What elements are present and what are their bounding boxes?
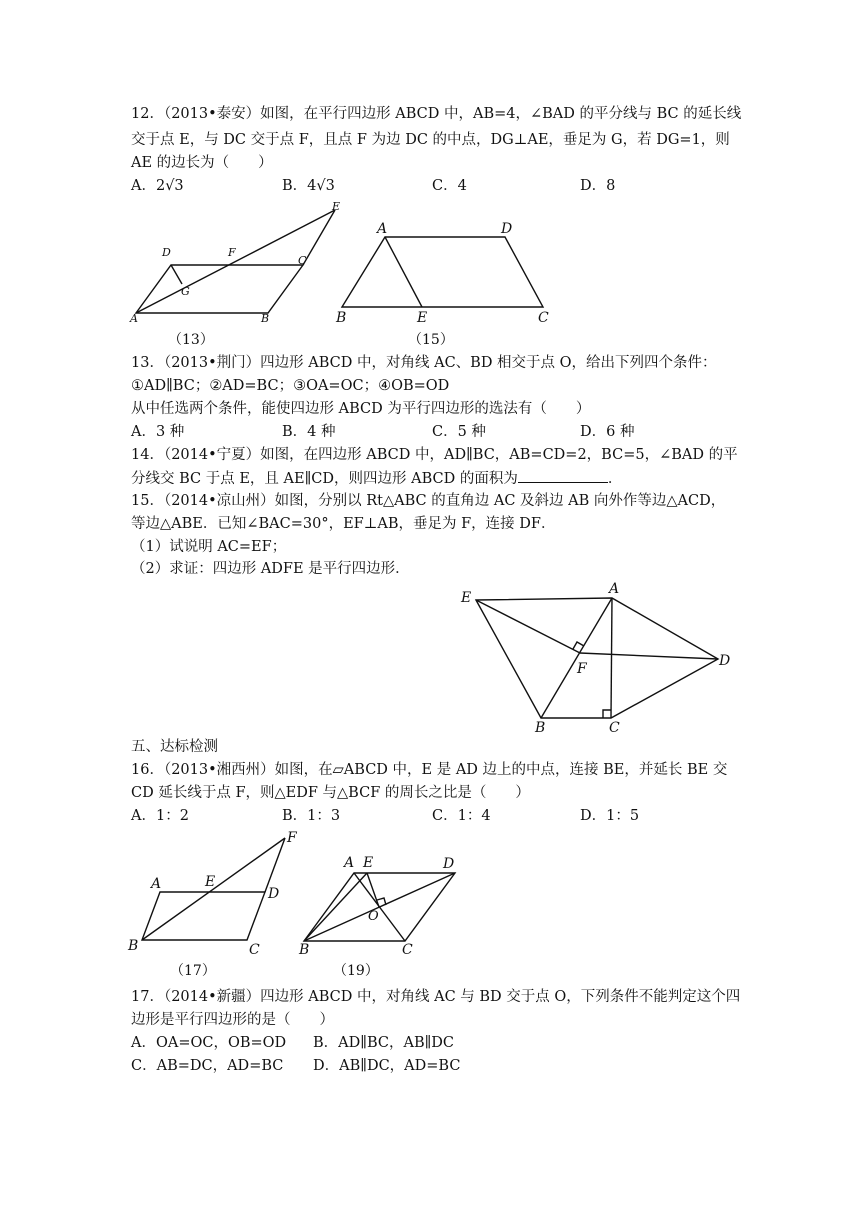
fig-q15-label-c: C (609, 720, 620, 736)
q14-line2 (131, 468, 622, 489)
fig19-line-be (304, 873, 367, 941)
fig19-line-ac (354, 873, 405, 941)
q16-option-a: A．1：2 (131, 808, 189, 824)
fig-q15-line-fd (580, 653, 718, 659)
fig17-caption: （17） (170, 963, 216, 979)
q13-line1: 13．（2013•荆门）四边形 ABCD 中，对角线 AC、BD 相交于点 O，给出下列四个条件： (131, 355, 717, 371)
q14-line2-end: ． (607, 471, 623, 487)
q17-line2: 边形是平行四边形的是（ ） (131, 1012, 334, 1028)
q16-line1: 16．（2013•湘西州）如图，在▱ABCD 中，E 是 AD 边上的中点，连接 BE，并延长 BE 交 (131, 762, 728, 778)
fig17-label-b: B (128, 938, 139, 954)
fig19-label-o: O (368, 909, 379, 924)
fig17-label-d: D (268, 886, 280, 902)
q17-option-c: C．AB=DC，AD=BC (131, 1058, 284, 1074)
fig15-label-a: A (377, 221, 388, 237)
q13-option-d: D．6 种 (580, 424, 635, 440)
fig15-caption: （15） (408, 332, 454, 348)
fig15-label-b: B (336, 310, 347, 326)
fig17-parallelogram (142, 892, 265, 940)
q17-option-b: B．AD∥BC，AB∥DC (313, 1035, 455, 1051)
fig15-trapezoid (342, 237, 543, 307)
q14-line2-text: 分线交 BC 于点 E，且 AE∥CD，则四边形 ABCD 的面积为 (131, 471, 518, 487)
q13-line2: ①AD∥BC；②AD=BC；③OA=OC；④OB=OD (131, 378, 450, 394)
fig15-label-c: C (538, 310, 549, 326)
fig-q15-label-d: D (719, 653, 731, 669)
figure-q15 (455, 580, 745, 740)
fig19-line-eo (367, 873, 379, 907)
q13-line3: 从中任选两个条件，能使四边形 ABCD 为平行四边形的选法有（ ） (131, 401, 591, 417)
q14-answer-blank (518, 468, 608, 483)
q17-option-a: A．OA=OC，OB=OD (131, 1035, 287, 1051)
fig-q15-label-a: A (609, 581, 620, 597)
q16-option-c: C．1：4 (432, 808, 491, 824)
fig-q15-label-f: F (577, 661, 587, 677)
q16-option-d: D．1：5 (580, 808, 640, 824)
fig15-line-ae (385, 237, 422, 307)
q12-line1: 12．（2013•泰安）如图，在平行四边形 ABCD 中，AB=4，∠BAD 的平分线与 BC 的延长线 (131, 106, 742, 122)
q12-option-c: C．4 (432, 178, 467, 194)
fig13-label-e: E (332, 200, 341, 213)
figure-15 (330, 215, 560, 325)
fig13-label-g: G (181, 285, 190, 298)
q13-option-a: A．3 种 (131, 424, 185, 440)
q12-line3: AE 的边长为（ ） (131, 155, 273, 171)
q12-option-d: D．8 (580, 178, 616, 194)
fig13-line-dg (171, 265, 182, 284)
figure-19 (295, 848, 470, 958)
q13-option-b: B．4 种 (282, 424, 336, 440)
fig13-label-b: B (261, 312, 270, 325)
fig13-label-d: D (162, 246, 171, 259)
fig13-parallelogram (136, 265, 303, 313)
fig19-label-b: B (299, 942, 310, 958)
q16-option-b: B．1：3 (282, 808, 341, 824)
fig13-caption: （13） (168, 332, 214, 348)
section-title: 五、达标检测 (131, 739, 218, 755)
q15-part1: （1）试说明 AC=EF； (131, 539, 287, 555)
q12-line2: 交于点 E，与 DC 交于点 F，且点 F 为边 DC 的中点，DG⊥AE，垂足为 G，若 DG=1，则 (131, 132, 730, 148)
fig13-label-a: A (130, 312, 138, 325)
fig-q15-line-ab (541, 598, 612, 718)
q17-line1: 17．（2014•新疆）四边形 ABCD 中，对角线 AC 与 BD 交于点 O，下列条件不能判定这个四 (131, 989, 741, 1005)
q12-option-a: A．2√3 (131, 178, 184, 194)
fig19-label-c: C (402, 942, 413, 958)
fig19-label-e: E (363, 855, 374, 871)
figure-17 (125, 828, 310, 958)
q12-option-b: B．4√3 (282, 178, 335, 194)
q15-line2: 等边△ABE．已知∠BAC=30°，EF⊥AB，垂足为 F，连接 DF． (131, 516, 556, 532)
q13-option-c: C．5 种 (432, 424, 486, 440)
fig15-label-e: E (417, 310, 428, 326)
q17-option-d: D．AB∥DC，AD=BC (313, 1058, 461, 1074)
fig15-label-d: D (501, 221, 513, 237)
fig13-label-f: F (228, 246, 236, 259)
q15-line1: 15．（2014•凉山州）如图，分别以 Rt△ABC 的直角边 AC 及斜边 AB 向外作等边△ACD， (131, 493, 726, 509)
fig19-label-d: D (443, 856, 455, 872)
fig13-label-c: C (298, 254, 307, 267)
fig19-label-a: A (344, 855, 355, 871)
fig17-label-a: A (151, 876, 162, 892)
figure-13 (120, 198, 350, 328)
fig17-label-e: E (205, 874, 216, 890)
fig17-line-df (265, 838, 285, 892)
fig-q15-label-b: B (535, 720, 546, 736)
fig17-label-f: F (287, 830, 297, 846)
fig19-caption: （19） (333, 963, 379, 979)
fig-q15-line-ac (611, 598, 612, 718)
fig-q15-right-angle-c (603, 710, 611, 718)
q14-line1: 14．（2014•宁夏）如图，在四边形 ABCD 中，AD∥BC，AB=CD=2，BC=5，∠BAD 的平 (131, 447, 738, 463)
fig-q15-label-e: E (461, 590, 472, 606)
q16-line2: CD 延长线于点 F，则△EDF 与△BCF 的周长之比是（ ） (131, 785, 530, 801)
fig-q15-line-ef (476, 600, 580, 653)
q15-part2: （2）求证：四边形 ADFE 是平行四边形． (131, 561, 410, 577)
fig17-label-c: C (249, 942, 260, 958)
